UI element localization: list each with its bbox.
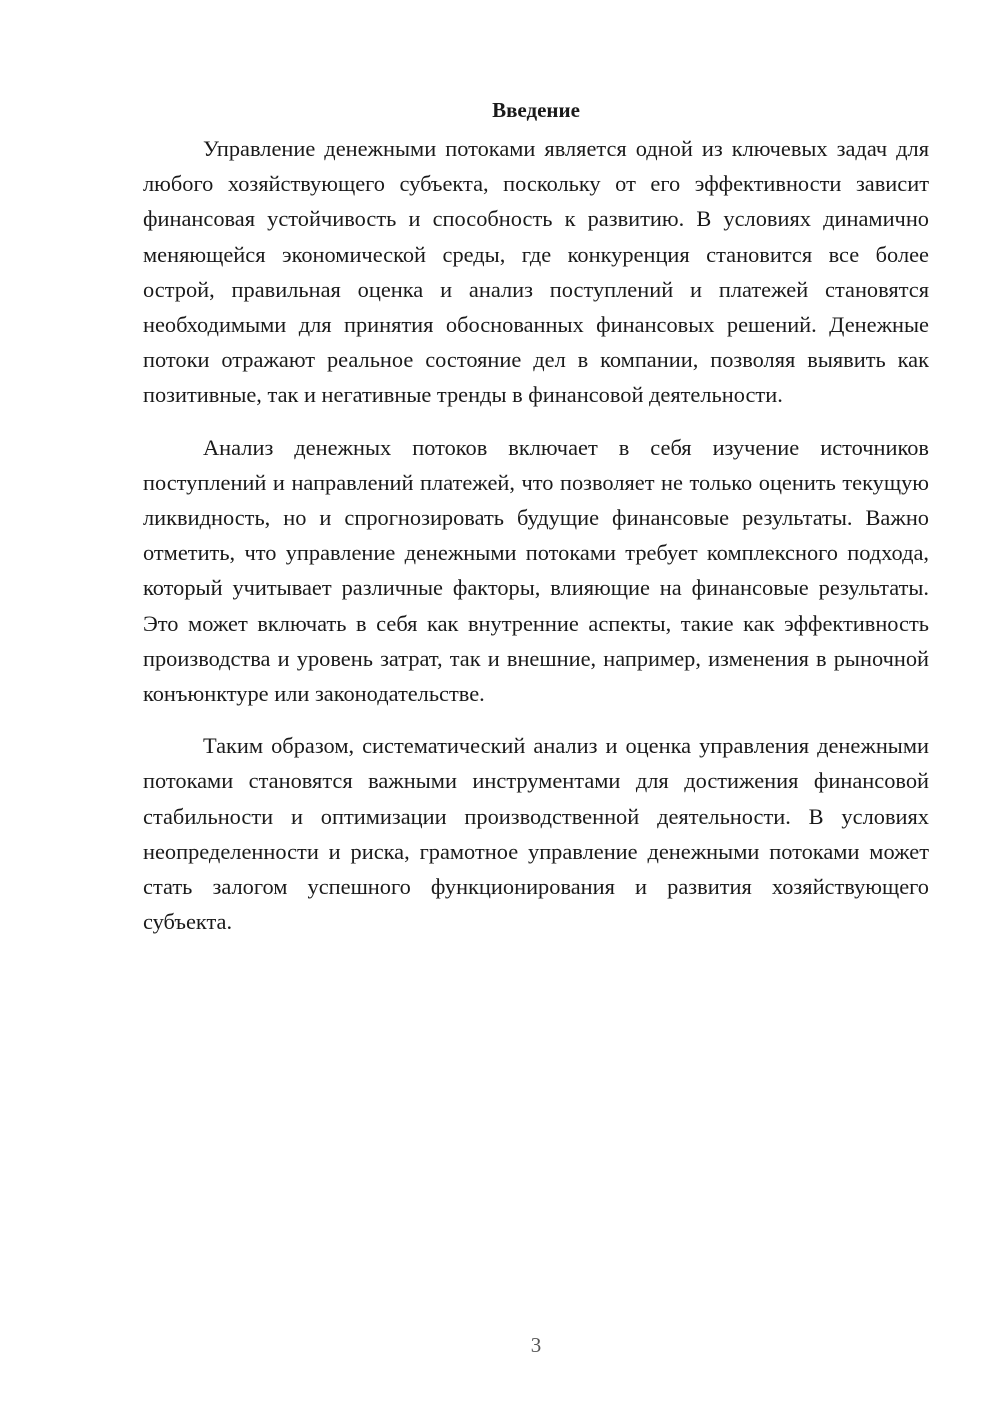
page-content [143, 96, 929, 956]
paragraph-1: Управление денежными потоками является одной из ключевых задач для любого хозяйствующего субъекта, поскольку от его эффективности зависит финансовая устойчивость и способность к развитию. В условиях динамично меняющейся экономической среды, где конкуренция становится все более острой, правильная оценка и анализ поступлений и платежей становятся необходимыми для принятия обоснованных финансовых решений. Денежные потоки отражают реальное состояние дел в компании, позволяя выявить как позитивные, так и негативные тренды в финансовой деятельности. [143, 136, 929, 408]
paragraph-2: Анализ денежных потоков включает в себя изучение источников поступлений и направлений платежей, что позволяет не только оценить текущую ликвидность, но и спрогнозировать будущие финансовые результаты. Важно отметить, что управление денежными потоками требует комплексного подхода, который учитывает различные факторы, влияющие на финансовые результаты. Это может включать в себя как внутренние аспекты, такие как эффективность производства и уровень затрат, так и внешние, например, изменения в рыночной конъюнктуре или законодательстве. [143, 434, 929, 707]
paragraph-3: Таким образом, систематический анализ и оценка управления денежными потоками становятся важными инструментами для достижения финансовой стабильности и оптимизации производственной деятельности. В условиях неопределенности и риска, грамотное управление денежными потоками может стать залогом успешного функционирования и развития хозяйствующего субъекта. [143, 733, 929, 935]
page-number: 3 [530, 1333, 542, 1357]
section-heading: Введение [492, 98, 580, 122]
